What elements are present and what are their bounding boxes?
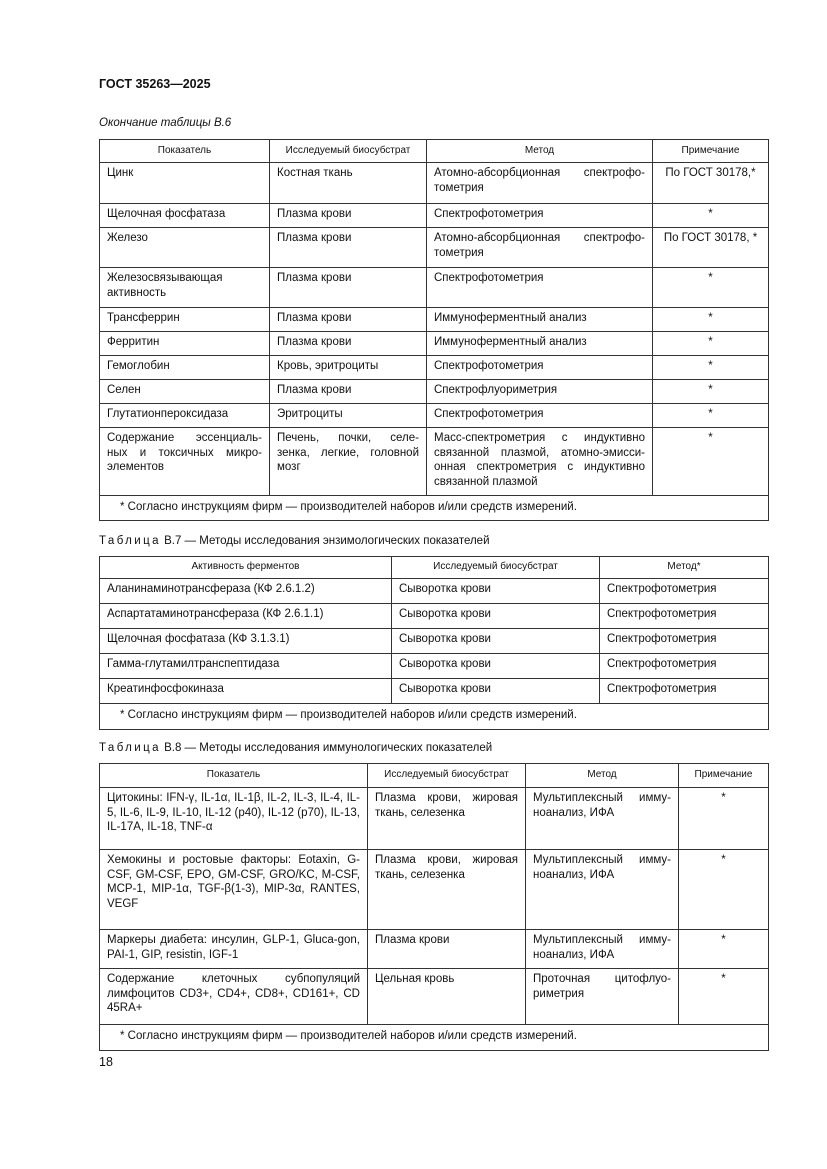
table-cell: * — [653, 356, 769, 380]
table-cell: Иммуноферментный анализ — [427, 308, 653, 332]
table-row — [100, 629, 769, 654]
table-cell: Спектрофотометрия — [427, 356, 653, 380]
table-cell: Плазма крови, жировая ткань, селезенка — [368, 788, 526, 850]
table-cell: Плазма крови — [368, 930, 526, 969]
table-cell: Спектрофотометрия — [600, 579, 769, 604]
table-cell: Сыворотка крови — [392, 629, 600, 654]
table-b7-caption — [99, 535, 490, 547]
column-header: Активность ферментов — [100, 557, 392, 579]
footnote: * Согласно инструкциям фирм — производителей наборов и/или средств измерений. — [100, 496, 769, 521]
table-cell: * — [653, 204, 769, 228]
table-b8-caption — [99, 742, 492, 754]
table-cell: Печень, почки, селе-зенка, легкие, головной мозг — [270, 428, 427, 496]
column-header: Исследуемый биосубстрат — [270, 140, 427, 163]
column-header: Метод — [526, 764, 679, 788]
table-cell: Цельная кровь — [368, 969, 526, 1025]
table-cell: Иммуноферментный анализ — [427, 332, 653, 356]
table-footnote-row — [100, 704, 769, 730]
document-id: ГОСТ 35263—2025 — [99, 77, 211, 91]
table-cell: Спектрофотометрия — [427, 268, 653, 308]
column-header: Примечание — [679, 764, 769, 788]
table-cell: Масс-спектрометрия с индуктивно связанной плазмой, атомно-эмисси-онная спектрометрия с индуктивно связанной плазмой — [427, 428, 653, 496]
table-cell: Костная ткань — [270, 163, 427, 204]
table-cell: Плазма крови — [270, 332, 427, 356]
column-header: Исследуемый биосубстрат — [368, 764, 526, 788]
table-b6-caption: Окончание таблицы В.6 — [99, 117, 232, 129]
table-row — [100, 308, 769, 332]
table-header-row — [100, 764, 769, 788]
table-cell: Гемоглобин — [100, 356, 270, 380]
table-row — [100, 204, 769, 228]
footnote: * Согласно инструкциям фирм — производителей наборов и/или средств измерений. — [100, 704, 769, 730]
table-cell: * — [653, 380, 769, 404]
column-header: Исследуемый биосубстрат — [392, 557, 600, 579]
table-row — [100, 654, 769, 679]
column-header: Метод — [427, 140, 653, 163]
table-cell: Мультиплексный имму-ноанализ, ИФА — [526, 788, 679, 850]
column-header: Показатель — [100, 140, 270, 163]
table-cell: Содержание клеточных субпопуляций лимфоцитов CD3+, CD4+, CD8+, CD161+, CD 45RA+ — [100, 969, 368, 1025]
table-cell: Спектрофотометрия — [600, 654, 769, 679]
column-header: Показатель — [100, 764, 368, 788]
table-cell: Креатинфосфокиназа — [100, 679, 392, 704]
table-row — [100, 930, 769, 969]
table-cell: Селен — [100, 380, 270, 404]
caption-text: В.8 — Методы исследования иммунологических показателей — [164, 742, 493, 754]
table-row — [100, 380, 769, 404]
table-cell: Плазма крови, жировая ткань, селезенка — [368, 850, 526, 930]
table-row — [100, 268, 769, 308]
table-cell: Плазма крови — [270, 228, 427, 268]
table-cell: * — [653, 268, 769, 308]
table-cell: * — [679, 930, 769, 969]
page-number: 18 — [99, 1055, 113, 1069]
table-cell: Щелочная фосфатаза — [100, 204, 270, 228]
table-header-row — [100, 140, 769, 163]
table-cell: * — [653, 428, 769, 496]
table-cell: Эритроциты — [270, 404, 427, 428]
table-b6 — [99, 139, 769, 521]
table-cell: По ГОСТ 30178, * — [653, 228, 769, 268]
table-cell: Спектрофлуориметрия — [427, 380, 653, 404]
table-row — [100, 332, 769, 356]
caption-prefix: Таблица — [99, 742, 161, 754]
table-row — [100, 679, 769, 704]
caption-text: В.7 — Методы исследования энзимологических показателей — [164, 535, 490, 547]
column-header: Примечание — [653, 140, 769, 163]
table-cell: Цитокины: IFN-γ, IL-1α, IL-1β, IL-2, IL-3, IL-4, IL-5, IL-6, IL-9, IL-10, IL-12 (p40), IL-12 (p70), IL-13, IL-17A, IL-18, TNF-α — [100, 788, 368, 850]
table-cell: Атомно-абсорбционная спектрофо-тометрия — [427, 163, 653, 204]
column-header: Метод* — [600, 557, 769, 579]
table-b8 — [99, 763, 769, 1051]
table-cell: Аланинаминотрансфераза (КФ 2.6.1.2) — [100, 579, 392, 604]
caption-prefix: Таблица — [99, 535, 161, 547]
table-row — [100, 228, 769, 268]
table-cell: * — [653, 404, 769, 428]
table-row — [100, 356, 769, 380]
table-cell: Спектрофотометрия — [427, 204, 653, 228]
table-footnote-row — [100, 1025, 769, 1051]
table-footnote-row — [100, 496, 769, 521]
table-header-row — [100, 557, 769, 579]
table-row — [100, 404, 769, 428]
table-cell: Плазма крови — [270, 204, 427, 228]
table-cell: Плазма крови — [270, 308, 427, 332]
table-cell: Мультиплексный имму-ноанализ, ИФА — [526, 850, 679, 930]
table-row — [100, 969, 769, 1025]
table-cell: Спектрофотометрия — [600, 629, 769, 654]
table-cell: * — [653, 308, 769, 332]
table-cell: Содержание эссенциаль-ных и токсичных микро-элементов — [100, 428, 270, 496]
table-cell: Спектрофотометрия — [427, 404, 653, 428]
table-cell: Гамма-глутамилтранспептидаза — [100, 654, 392, 679]
table-cell: Глутатионпероксидаза — [100, 404, 270, 428]
table-cell: Мультиплексный имму-ноанализ, ИФА — [526, 930, 679, 969]
table-cell: Железосвязывающая активность — [100, 268, 270, 308]
table-row — [100, 604, 769, 629]
footnote: * Согласно инструкциям фирм — производителей наборов и/или средств измерений. — [100, 1025, 769, 1051]
table-cell: Сыворотка крови — [392, 604, 600, 629]
table-row — [100, 850, 769, 930]
table-cell: * — [679, 788, 769, 850]
table-cell: * — [679, 850, 769, 930]
table-row — [100, 788, 769, 850]
table-cell: Сыворотка крови — [392, 679, 600, 704]
table-cell: Атомно-абсорбционная спектрофо-тометрия — [427, 228, 653, 268]
table-cell: Спектрофотометрия — [600, 604, 769, 629]
table-cell: По ГОСТ 30178,* — [653, 163, 769, 204]
table-row — [100, 579, 769, 604]
table-cell: Плазма крови — [270, 380, 427, 404]
table-b7 — [99, 556, 769, 730]
table-cell: Железо — [100, 228, 270, 268]
table-cell: Аспартатаминотрансфераза (КФ 2.6.1.1) — [100, 604, 392, 629]
table-row — [100, 163, 769, 204]
table-cell: Трансферрин — [100, 308, 270, 332]
table-cell: Проточная цитофлуо-риметрия — [526, 969, 679, 1025]
table-cell: Сыворотка крови — [392, 579, 600, 604]
table-cell: Щелочная фосфатаза (КФ 3.1.3.1) — [100, 629, 392, 654]
table-cell: Цинк — [100, 163, 270, 204]
table-cell: Плазма крови — [270, 268, 427, 308]
table-cell: Хемокины и ростовые факторы: Eotaxin, G-CSF, GM-CSF, EPO, GM-CSF, GRO/KC, M-CSF, MCP-1, MIP-1α, TGF-β(1-3), MIP-3α, RANTES, VEGF — [100, 850, 368, 930]
table-cell: * — [679, 969, 769, 1025]
table-cell: Маркеры диабета: инсулин, GLP-1, Gluca-gon, PAI-1, GIP, resistin, IGF-1 — [100, 930, 368, 969]
table-cell: Спектрофотометрия — [600, 679, 769, 704]
table-cell: Кровь, эритроциты — [270, 356, 427, 380]
table-row — [100, 428, 769, 496]
table-cell: Сыворотка крови — [392, 654, 600, 679]
table-cell: Ферритин — [100, 332, 270, 356]
table-cell: * — [653, 332, 769, 356]
